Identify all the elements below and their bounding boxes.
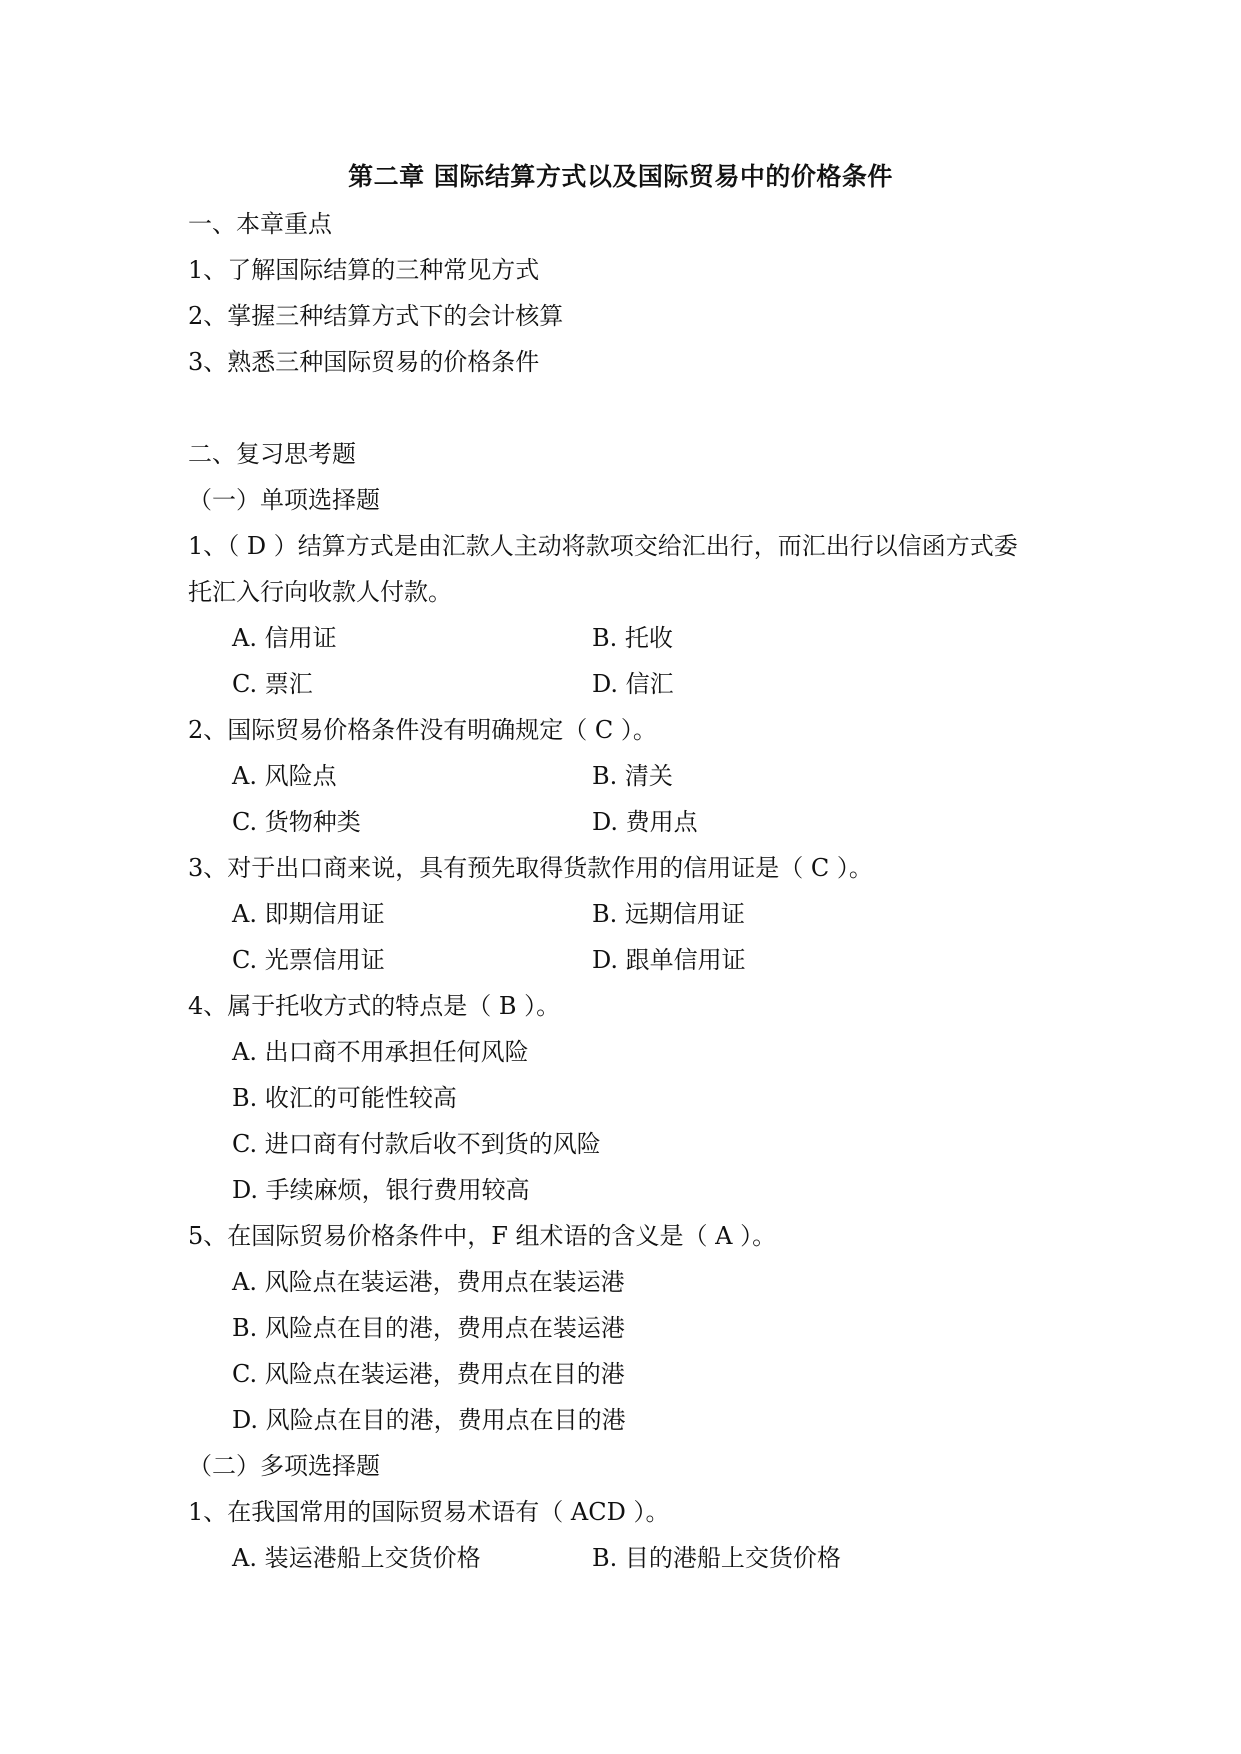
option-a: A. 出口商不用承担任何风险 (232, 1038, 529, 1066)
option-a: A. 风险点在装运港，费用点在装运港 (232, 1268, 625, 1296)
question-stem: 3、对于出口商来说，具有预先取得货款作用的信用证是（ C ）。 (188, 854, 873, 882)
option-a: A. 风险点 (232, 762, 337, 790)
option-b: B. 清关 (592, 762, 673, 790)
option-c: C. 票汇 (232, 670, 313, 698)
option-d: D. 费用点 (592, 808, 698, 836)
option-a: A. 即期信用证 (232, 900, 385, 928)
option-c: C. 进口商有付款后收不到货的风险 (232, 1130, 601, 1158)
question-stem: 4、属于托收方式的特点是（ B ）。 (188, 992, 561, 1020)
section-heading-key-points: 一、本章重点 (188, 210, 332, 238)
option-d: D. 手续麻烦，银行费用较高 (232, 1176, 530, 1204)
question-stem: 1、（ D ）结算方式是由汇款人主动将款项交给汇出行，而汇出行以信函方式委 (188, 532, 1018, 560)
option-a: A. 信用证 (232, 624, 337, 652)
question-stem-continued: 托汇入行向收款人付款。 (188, 578, 452, 606)
option-c: C. 光票信用证 (232, 946, 385, 974)
option-b: B. 目的港船上交货价格 (592, 1544, 841, 1572)
single-choice-heading: （一）单项选择题 (188, 486, 380, 514)
option-b: B. 远期信用证 (592, 900, 745, 928)
option-a: A. 装运港船上交货价格 (232, 1544, 481, 1572)
key-point-1: 1、了解国际结算的三种常见方式 (188, 256, 540, 284)
option-b: B. 收汇的可能性较高 (232, 1084, 457, 1112)
option-c: C. 风险点在装运港，费用点在目的港 (232, 1360, 625, 1388)
option-d: D. 信汇 (592, 670, 674, 698)
key-point-2: 2、掌握三种结算方式下的会计核算 (188, 302, 564, 330)
option-b: B. 托收 (592, 624, 673, 652)
key-point-3: 3、熟悉三种国际贸易的价格条件 (188, 348, 540, 376)
question-stem: 2、国际贸易价格条件没有明确规定（ C ）。 (188, 716, 657, 744)
chapter-title: 第二章 国际结算方式以及国际贸易中的价格条件 (348, 162, 893, 191)
question-stem: 1、在我国常用的国际贸易术语有（ ACD ）。 (188, 1498, 670, 1526)
section-heading-review-questions: 二、复习思考题 (188, 440, 356, 468)
option-b: B. 风险点在目的港，费用点在装运港 (232, 1314, 625, 1342)
multi-choice-heading: （二）多项选择题 (188, 1452, 380, 1480)
question-stem: 5、在国际贸易价格条件中，F 组术语的含义是（ A ）。 (188, 1222, 777, 1250)
option-d: D. 跟单信用证 (592, 946, 746, 974)
option-c: C. 货物种类 (232, 808, 361, 836)
option-d: D. 风险点在目的港，费用点在目的港 (232, 1406, 626, 1434)
